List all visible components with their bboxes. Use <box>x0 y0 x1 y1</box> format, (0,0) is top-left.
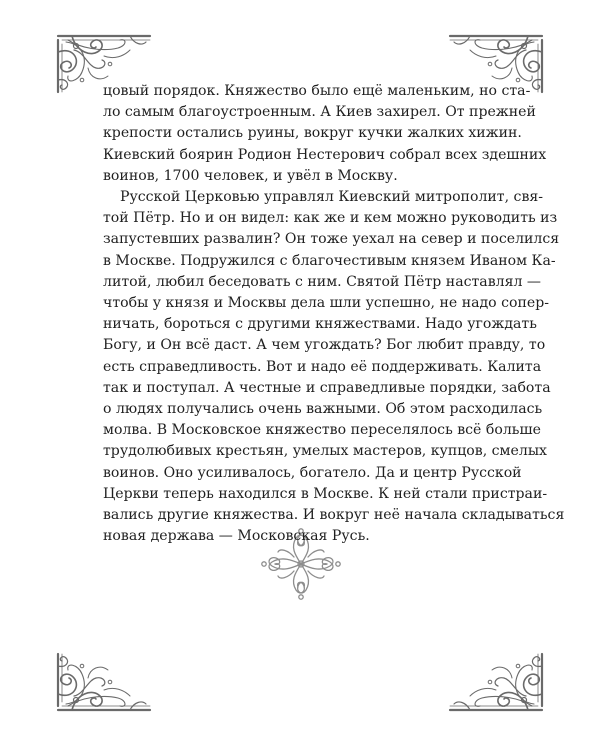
text-line: новая держава — Московская Русь. <box>103 528 370 545</box>
paragraph <box>103 187 565 547</box>
text-line: Богу, и Он всё даст. А чем угождать? Бог любит правду, то <box>103 337 546 354</box>
text-line: воинов. Оно усиливалось, богатело. Да и центр Русской <box>103 464 522 481</box>
text-line: Киевский боярин Родион Нестерович собрал всех здешних <box>103 146 547 163</box>
text-line: цовый порядок. Княжество было ещё маленьким, но ста- <box>103 83 531 99</box>
text-line: той Пётр. Но и он видел: как же и кем можно руководить из <box>103 210 558 227</box>
paragraph <box>103 81 547 187</box>
text-line: есть справедливость. Вот и надо её поддерживать. Калита <box>103 358 542 375</box>
text-line: о людях получались очень важными. Об этом расходилась <box>103 401 543 418</box>
text-line: так и поступал. А честные и справедливые порядки, забота <box>103 379 551 396</box>
text-line: в Москве. Подружился с благочестивым князем Иваном Ка- <box>103 252 556 269</box>
text-line: воинов, 1700 человек, и увёл в Москву. <box>103 167 398 184</box>
ornament-bottom-right <box>448 652 548 724</box>
text-line: ло самым благоустроенным. А Киев захирел. От прежней <box>103 104 536 121</box>
text-line: ничать, бороться с другими княжествами. Надо угождать <box>103 316 537 333</box>
floral-corner-icon <box>52 652 152 724</box>
body-text <box>103 81 565 547</box>
text-line: Церкви теперь находился в Москве. К ней стали пристраи- <box>103 485 548 502</box>
floral-corner-icon <box>448 652 548 724</box>
text-line: запустевших развалин? Он тоже уехал на север и поселился <box>103 231 560 248</box>
text-line: трудолюбивых крестьян, умелых мастеров, купцов, смелых <box>103 443 547 460</box>
ornament-bottom-left <box>52 652 152 724</box>
text-line: крепости остались руины, вокруг кучки жалких хижин. <box>103 125 522 142</box>
text-line: Русской Церковью управлял Киевский митрополит, свя- <box>120 189 544 206</box>
text-line: чтобы у князя и Москвы дела шли успешно, не надо сопер- <box>103 295 550 312</box>
text-line: литой, любил беседовать с ним. Святой Пётр наставлял — <box>103 273 542 290</box>
text-line: вались другие княжества. И вокруг неё начала складываться <box>103 507 565 524</box>
text-line: молва. В Московское княжество переселялось всё больше <box>103 422 541 439</box>
